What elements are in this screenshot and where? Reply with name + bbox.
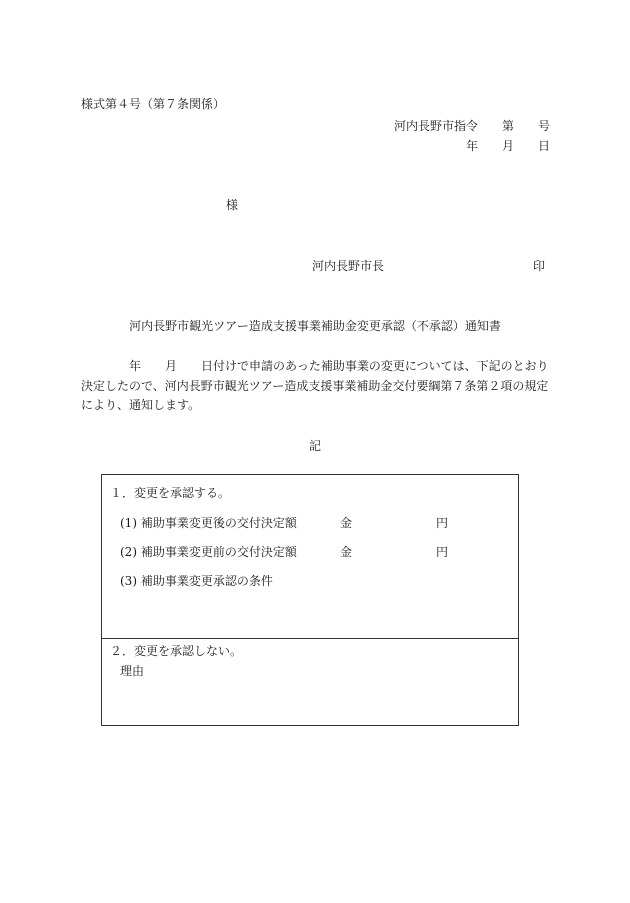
item-before-amount-label: (2) 補助事業変更前の交付決定額	[120, 545, 297, 559]
item-before-amount-prefix: 金	[340, 545, 353, 559]
issue-date: 年 月 日	[465, 139, 550, 153]
body-text	[81, 357, 551, 416]
ki-heading: 記	[308, 439, 321, 453]
document-number: 河内長野市指令 第 号	[393, 119, 550, 133]
item-before-amount-suffix: 円	[436, 545, 449, 559]
seal-mark: 印	[533, 259, 546, 273]
addressee-suffix: 様	[226, 198, 239, 212]
reason-label: 理由	[120, 664, 145, 678]
item-after-amount-prefix: 金	[340, 516, 353, 530]
form-number: 様式第４号（第７条関係）	[81, 97, 226, 111]
body-line: により、通知します。	[81, 398, 201, 412]
reject-heading: ２．変更を承認しない。	[110, 644, 243, 658]
body-line: 決定したので、河内長野市観光ツアー造成支援事業補助金交付要綱第７条第２項の規定	[81, 378, 549, 393]
section-divider	[102, 638, 518, 639]
item-conditions-label: (3) 補助事業変更承認の条件	[120, 574, 273, 588]
decision-box	[101, 474, 519, 726]
item-after-amount-label: (1) 補助事業変更後の交付決定額	[120, 516, 297, 530]
body-line: 年 月 日付けで申請のあった補助事業の変更については、下記のとおり	[81, 359, 549, 373]
approve-heading: １．変更を承認する。	[110, 486, 231, 500]
issuer-name: 河内長野市長	[312, 259, 385, 273]
item-after-amount-suffix: 円	[436, 516, 449, 530]
document-title: 河内長野市観光ツアー造成支援事業補助金変更承認（不承認）通知書	[129, 319, 501, 333]
